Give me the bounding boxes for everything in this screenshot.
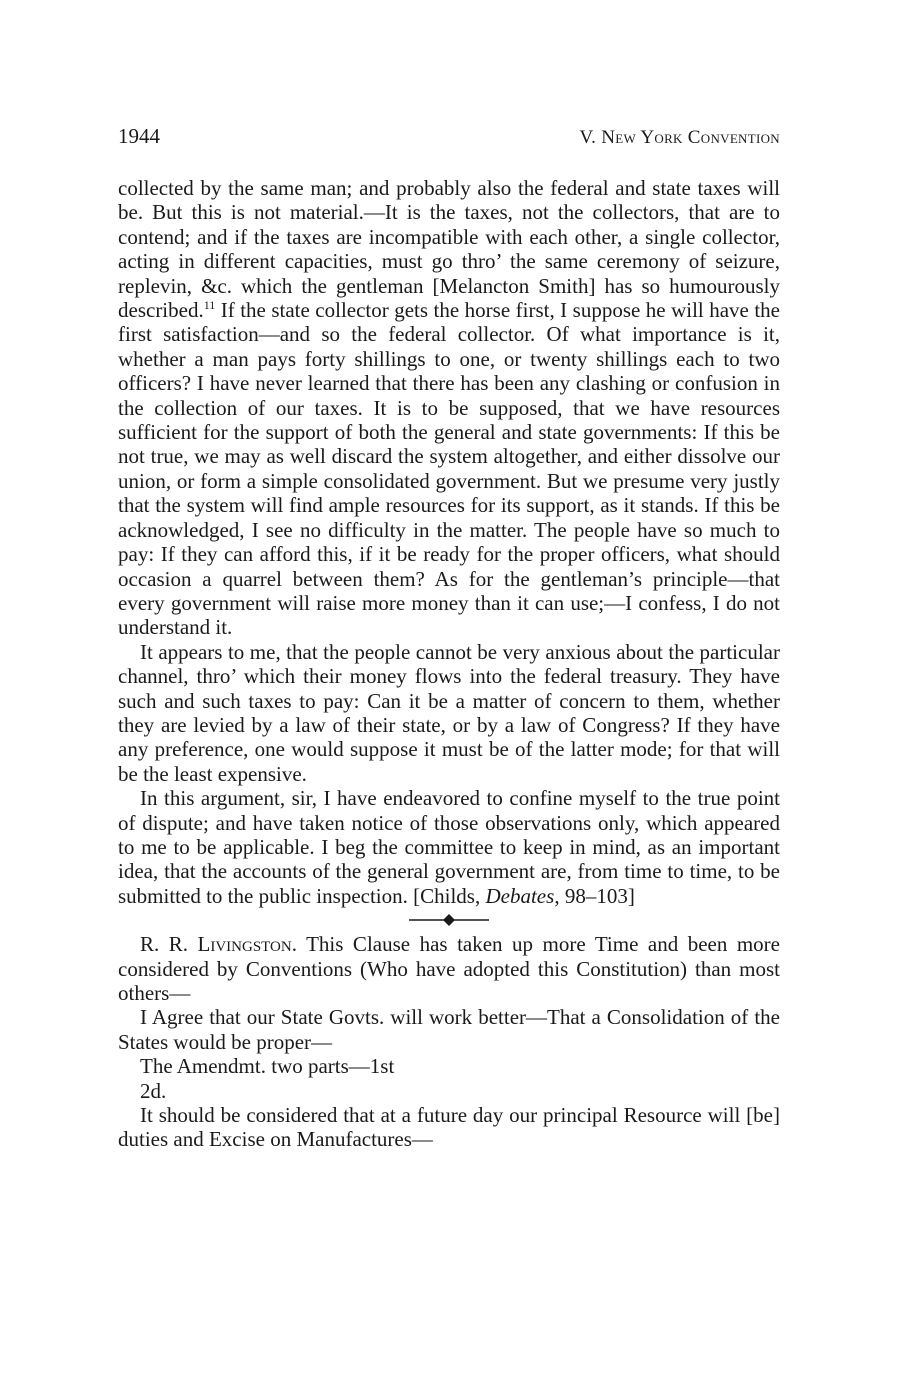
- paragraph-resource: It should be considered that at a future day our principal Resource will [be] duties and Excise on Manufactures—: [118, 1103, 780, 1152]
- livingston-text: . This Clause has taken up more Time and been more considered by Conventions (Who have adopted this Constitution) than most others—: [118, 932, 780, 1005]
- running-head-title: New York Convention: [601, 127, 780, 148]
- diamond-rule-icon: [407, 913, 491, 927]
- running-head-prefix: V.: [579, 127, 597, 148]
- section-divider: [118, 908, 780, 932]
- page-header: [118, 124, 780, 156]
- paragraph-livingston: [118, 932, 780, 1005]
- page-number: 1944: [118, 124, 160, 148]
- speaker-name: R. R. Livingston: [140, 932, 292, 957]
- paragraph-text-a: collected by the same man; and probably also the federal and state taxes will be. But this is not material.—It is the taxes, not the collectors, that are to contend; and if the taxes are incompatible with each other, a single collector, acting in different capacities, must go thro’ the same ceremony of seizure, replevin, &c. which the gentleman [Melancton Smith] has so humourously described.: [118, 176, 780, 323]
- paragraph-amendment: The Amendmt. two parts—1st: [140, 1054, 395, 1079]
- document-page: [118, 124, 780, 1152]
- paragraph-continuation: [118, 176, 780, 640]
- citation-end: , 98–103]: [554, 883, 635, 908]
- paragraph-channel: It appears to me, that the people cannot be very anxious about the particular channel, thro’ which their money flows into the federal treasury. They have such and such taxes to pay: Can it be a matter of concern to them, whether they are levied by a law of their state, or by a law of Congress? If they have any preference, one would suppose it must be of the latter mode; for that will be the least expensive.: [118, 639, 780, 786]
- running-head: [580, 127, 781, 149]
- paragraph-agree: I Agree that our State Govts. will work better—That a Consolidation of the States would be proper—: [118, 1005, 780, 1054]
- paragraph-second: 2d.: [140, 1078, 167, 1103]
- argument-text: In this argument, sir, I have endeavored to confine myself to the true point of dispute; and have taken notice of those observations only, which appeared to me to be applicable. I beg the committee to keep in mind, as an important idea, that the accounts of the general government are, from time to time, to be submitted to the public inspection. [Childs,: [118, 786, 780, 908]
- footnote-marker: 11: [203, 298, 216, 313]
- paragraph-argument: [118, 786, 780, 908]
- debates-title: Debates: [485, 883, 555, 908]
- paragraph-text-b: If the state collector gets the horse first, I suppose he will have the first satisfaction—and so the federal collector. Of what importance is it, whether a man pays forty shillings to one, or twenty shillings each to two officers? I have never learned that there has been any clashing or confusion in the collection of our taxes. It is to be supposed, that we have resources sufficient for the support of both the general and state governments: If this be not true, we may as well discard the system altogether, and either dissolve our union, or form a simple consolidated government. But we presume very justly that the system will find ample resources for its support, as it stands. If this be acknowledged, I see no difficulty in the matter. The people have so much to pay: If they can afford this, if it be ready for the proper officers, what should occasion a quarrel between them? As for the gentleman’s principle—that every government will raise more money than it can use;—I confess, I do not understand it.: [118, 298, 780, 640]
